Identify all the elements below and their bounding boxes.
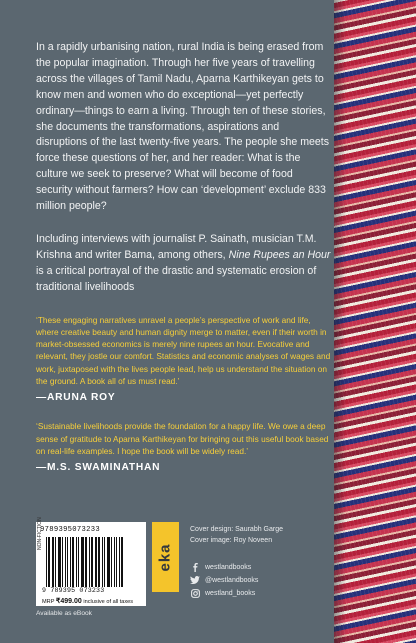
twitter-handle: @westlandbooks — [205, 577, 259, 584]
blurb-paragraph-1: In a rapidly urbanising nation, rural India is being erased from the popular imagination. Through her five years of travelling across the villages of Tamil Nadu, Aparna Karthikeyan gets to know men and women who do exceptional—yet perfectly ordinary—things to earn a living. Through ten of these stories, she documents the transformations, aspirations and disruptions of the last twenty-five years. The people she meets force these questions of her, and her reader: What is the culture we seek to preserve? What will become of food security without farmers? How can ‘development’ exclude 833 million people? — [36, 41, 330, 213]
mrp-label: MRP — [42, 599, 55, 605]
barcode-bar — [52, 537, 54, 587]
barcode-bar — [72, 537, 74, 587]
cover-design-credit: Cover design: Saurabh Garge — [190, 526, 283, 533]
social-item-twitter[interactable] — [190, 575, 330, 586]
barcode-bar — [116, 537, 117, 587]
barcode-bar — [95, 537, 97, 587]
barcode-bar — [85, 537, 87, 587]
ebook-note: Available as eBook — [36, 610, 92, 617]
blurb-paragraph-2-lead: Including interviews with journalist P. Sainath, musician T.M. Krishna and writer Bama, among others, — [36, 232, 317, 261]
social-item-instagram[interactable] — [190, 588, 330, 599]
woven-fabric-image — [334, 0, 416, 643]
endorsement-attribution-1: —ARUNA ROY — [36, 392, 116, 404]
barcode-bar — [89, 537, 90, 587]
barcode-bar — [48, 537, 50, 587]
cover-credits — [190, 525, 330, 546]
barcode-bar — [58, 537, 61, 587]
instagram-handle: westland_books — [205, 590, 256, 597]
book-title: Nine Rupees an Hour — [228, 248, 331, 261]
barcode-bar — [81, 537, 84, 587]
barcode-bar — [121, 537, 123, 587]
mrp-note: inclusive of all taxes — [83, 599, 134, 605]
barcode-panel — [36, 517, 146, 606]
social-links — [190, 562, 330, 601]
barcode-bar — [70, 537, 71, 587]
barcode-bar — [107, 537, 110, 587]
facebook-handle: westlandbooks — [205, 564, 252, 571]
barcode-bar — [119, 537, 120, 587]
endorsement-quote-2: ‘Sustainable livelihoods provide the foundation for a happy life. We owe a deep sense of gratitude to Aparna Karthikeyan for bringing out this useful book based on real-life examples. I hope the book will be widely read.’ — [36, 421, 329, 456]
mrp-value: ₹499.00 — [55, 598, 82, 605]
cover-image-credit: Cover image: Roy Noveen — [190, 536, 273, 544]
category-label: NON-FICTION — [37, 517, 43, 550]
publisher-logo-text: eka — [157, 542, 174, 572]
endorsement-quote-1: ‘These engaging narratives unravel a people’s perspective of work and life, where creative beauty and human dignity merge to matter, even if their worth in market-obsessed economics is merely nine rupees an hour. Evocative and relevant, they jostle our comfort. Statistics and economic analyses of wages and work, juxtaposed with the lives people lead, help us understand the situation on the ground. A book all of us must read.’ — [36, 314, 331, 387]
facebook-icon — [190, 563, 200, 573]
barcode-bar — [91, 537, 93, 587]
isbn-number: 9789395073233 — [40, 526, 100, 534]
fabric-edge-shadow — [334, 0, 346, 643]
barcode-bar — [104, 537, 105, 587]
barcode-bar — [98, 537, 100, 587]
cover-text — [36, 40, 332, 473]
barcode-bar — [67, 537, 68, 587]
social-item-facebook[interactable] — [190, 562, 330, 573]
blurb-paragraph-2 — [36, 232, 332, 296]
twitter-icon — [190, 576, 200, 586]
barcode-bar — [65, 537, 66, 587]
barcode-bars — [46, 537, 142, 587]
blurb-paragraph-2-tail: is a critical portrayal of the drastic and systematic erosion of traditional livelihoods — [36, 264, 317, 293]
barcode-bar — [46, 537, 47, 587]
endorsement-attribution-2: —M.S. SWAMINATHAN — [36, 462, 161, 474]
barcode-bar — [62, 537, 63, 587]
barcode-bar — [76, 537, 77, 587]
instagram-icon — [190, 589, 200, 599]
barcode-bar — [111, 537, 112, 587]
barcode-bar — [102, 537, 103, 587]
publisher-logo — [152, 522, 179, 592]
price-line — [42, 597, 133, 605]
barcode-bar — [78, 537, 79, 587]
barcode-digits: 9 789395 073233 — [42, 587, 105, 594]
barcode-bar — [55, 537, 56, 587]
barcode-bar — [114, 537, 115, 587]
